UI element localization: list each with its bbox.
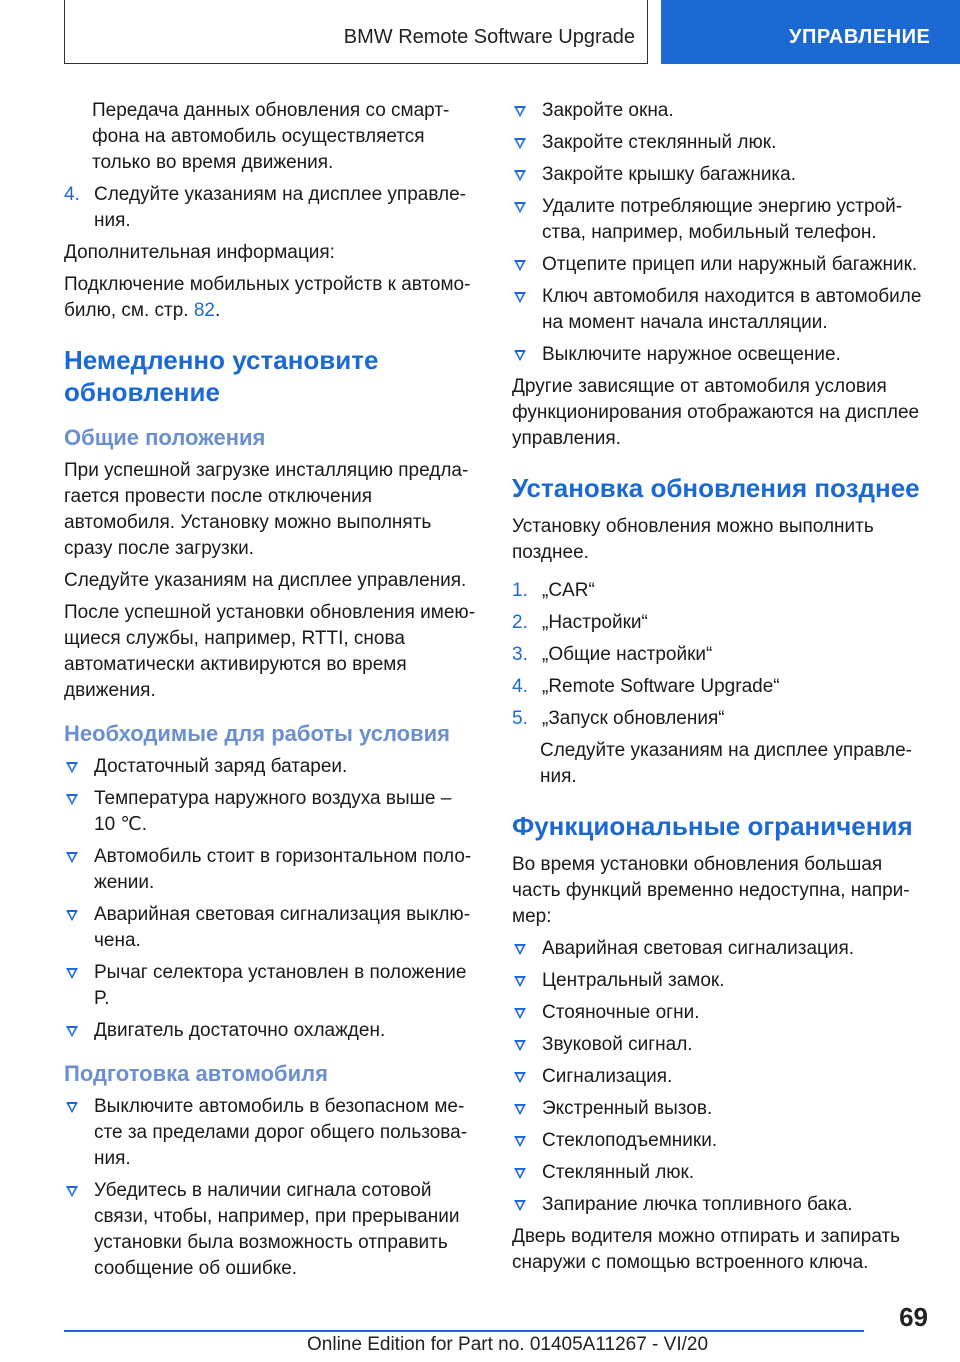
triangle-bullet-icon [514,138,526,149]
triangle-bullet-icon [514,1040,526,1051]
triangle-bullet-icon [66,1186,78,1197]
list-item: Аварийная световая сигнализация выключена. [64,902,476,954]
triangle-bullet-icon [66,852,78,863]
prepare-list [64,1094,476,1282]
header-title-box [64,0,648,64]
intro-paragraph: Передача данных обновления со смартфона на автомобиль осуществляется только во время движения. [92,100,450,173]
door-paragraph: Дверь водителя можно отпирать и запирать снаружи с помощью встроенного ключа. [512,1226,901,1273]
list-item: Двигатель достаточно охлажден. [64,1018,476,1044]
heading-conditions: Необходимые для работы условия [64,721,450,746]
triangle-bullet-icon [514,976,526,987]
extra-info-label: Дополнительная информация: [64,242,335,263]
triangle-bullet-icon [514,202,526,213]
heading-install-later: Установка обновления позднее [512,473,920,503]
other-conditions-paragraph: Другие зависящие от автомобиля условия функционирования отображаются на дисплее управления. [512,376,920,449]
page-number: 69 [899,1302,928,1332]
list-item: Выключите наружное освещение. [512,342,922,368]
heading-prepare: Подготовка автомобиля [64,1061,328,1086]
list-item: Температура наружного воздуха выше – 10 ℃. [64,786,476,838]
triangle-bullet-icon [514,350,526,361]
later-paragraph: Установку обновления можно выполнить позднее. [512,516,874,563]
list-item: Центральный замок. [512,968,922,994]
triangle-bullet-icon [66,1102,78,1113]
right-column [512,98,922,1282]
footer-divider [64,1330,864,1332]
numbered-step: 3. „Общие настройки“ [512,644,713,665]
heading-general: Общие положения [64,425,266,450]
section-tab: УПРАВЛЕНИЕ [661,0,960,64]
triangle-bullet-icon [66,1026,78,1037]
triangle-bullet-icon [66,910,78,921]
list-item: Сигнализация. [512,1064,922,1090]
list-item: Закройте окна. [512,98,922,124]
triangle-bullet-icon [514,106,526,117]
list-item: Аварийная световая сигнализация. [512,936,922,962]
triangle-bullet-icon [514,1200,526,1211]
triangle-bullet-icon [514,292,526,303]
general-paragraph-1: При успешной загрузке инсталляцию предлагается провести после отключения автомобиля. Установку можно выполнять сразу после загрузки. [64,460,469,559]
list-item: Стеклоподъемники. [512,1128,922,1154]
list-item: Автомобиль стоит в горизонтальном положении. [64,844,476,896]
connect-dot: . [214,300,221,321]
document-title: BMW Remote Software Upgrade [343,26,635,48]
conditions-list [64,754,476,1044]
steps-list [512,578,922,732]
list-item: Удалите потребляющие энергию устройства, например, мобильный телефон. [512,194,922,246]
list-item: Выключите автомобиль в безопасном месте за пределами дорог общего пользования. [64,1094,476,1172]
triangle-bullet-icon [66,968,78,979]
triangle-bullet-icon [514,1136,526,1147]
heading-install-now: Немедленно установите обновление [64,345,379,407]
triangle-bullet-icon [514,1104,526,1115]
triangle-bullet-icon [514,1072,526,1083]
page-link[interactable]: 82 [193,300,215,321]
list-item: Закройте стеклянный люк. [512,130,922,156]
limits-list [512,936,922,1218]
list-item: Стеклянный люк. [512,1160,922,1186]
triangle-bullet-icon [514,944,526,955]
step-number: 4. [64,184,80,205]
triangle-bullet-icon [514,1168,526,1179]
list-item: Звуковой сигнал. [512,1032,922,1058]
list-item: Убедитесь в наличии сигнала сотовой связи, чтобы, например, при прерывании установки была возможность отправить сообщение об ошибке. [64,1178,476,1282]
numbered-step: 4. „Remote Software Upgrade“ [512,676,780,697]
list-item: Закройте крышку багажника. [512,162,922,188]
list-item: Достаточный заряд батареи. [64,754,476,780]
numbered-step: 1. „CAR“ [512,580,595,601]
step-text: Следуйте указаниям на дисплее управления. [94,184,466,231]
connect-paragraph [64,272,476,324]
triangle-bullet-icon [514,1008,526,1019]
numbered-step: 2. „Настройки“ [512,612,648,633]
heading-limits: Функциональные ограничения [512,811,913,841]
limits-paragraph: Во время установки обновления большая часть функций временно недоступна, например: [512,854,910,927]
list-item: Отцепите прицеп или наружный багажник. [512,252,922,278]
triangle-bullet-icon [66,762,78,773]
left-column [64,98,476,1288]
list-item: Запирание лючка топливного бака. [512,1192,922,1218]
list-item: Ключ автомобиля находится в автомобиле на момент начала инсталляции. [512,284,922,336]
list-item: Стояночные огни. [512,1000,922,1026]
connect-text: Подключение мобильных устройств к автомобилю, см. стр. [64,274,471,321]
prepare-list-continued [512,98,922,368]
numbered-step: 5. „Запуск обновления“ [512,708,725,729]
triangle-bullet-icon [514,170,526,181]
triangle-bullet-icon [514,260,526,271]
list-item: Экстренный вызов. [512,1096,922,1122]
general-paragraph-3: После успешной установки обновления имеющиеся службы, например, RTTI, снова автоматически активируются во время движения. [64,602,476,701]
list-item: Рычаг селектора установлен в положение P. [64,960,476,1012]
numbered-step [64,182,476,234]
general-paragraph-2: Следуйте указаниям на дисплее управления. [64,570,467,591]
step5-follow-text: Следуйте указаниям на дисплее управления. [540,740,912,787]
edition-footer: Online Edition for Part no. 01405A11267 - VI/20 [307,1334,709,1355]
triangle-bullet-icon [66,794,78,805]
